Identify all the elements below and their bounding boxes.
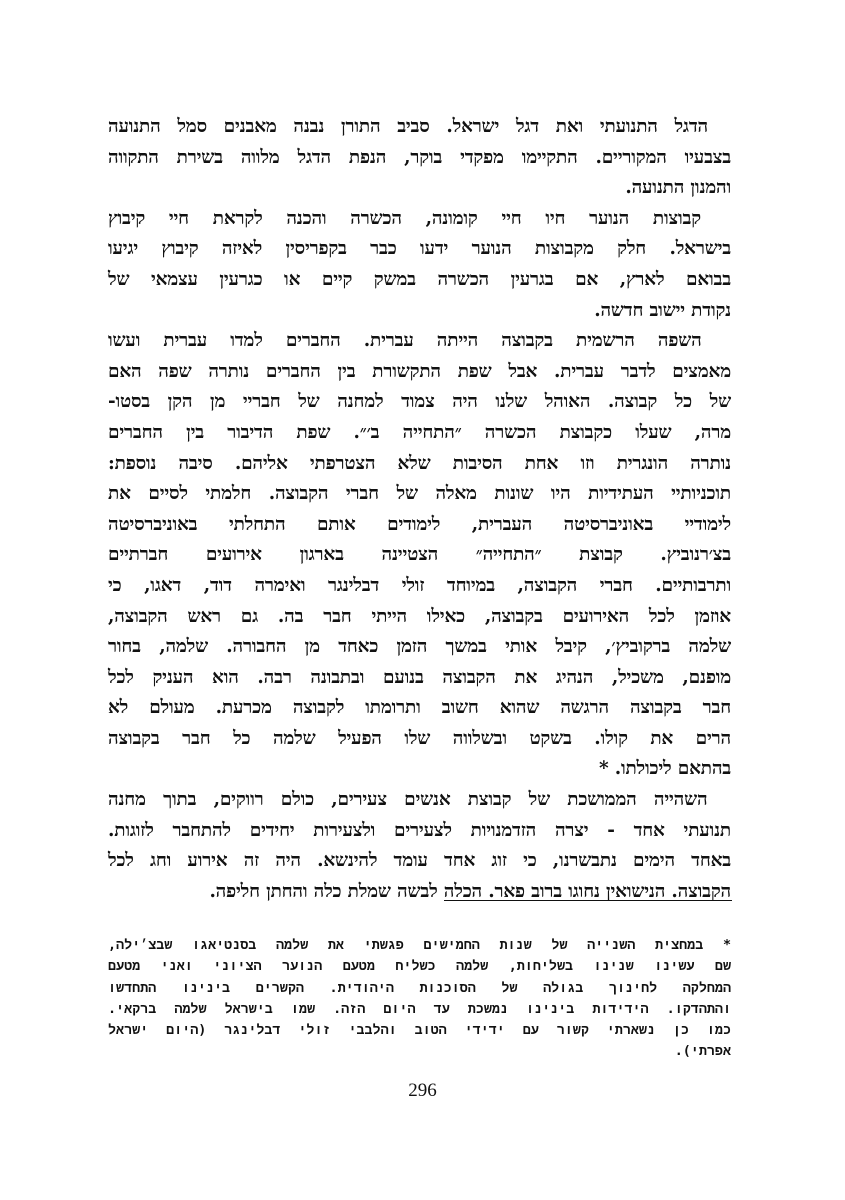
footnote-separator <box>444 900 732 901</box>
text-line: מופנם, משכיל, הנהיג את הקבוצה בנועם ובתבונה רבה. הוא העניק לכל <box>108 666 731 688</box>
text-line: הרים את קולו. בשקט ובשלווה שלו הפעיל שלמה כל חבר בקבוצה <box>108 727 731 749</box>
text-line: בישראל. חלק מקבוצות הנוער ידעו כבר בקפריסין לאיזה קיבוץ יגיעו <box>108 238 731 260</box>
paragraph <box>108 785 731 907</box>
text-line: בבואם לארץ, אם בגרעין הכשרה במשק קיים או כגרעין עצמאי של <box>108 268 731 290</box>
footnote-line: המחלקה לחינוך בגולה של הסוכנות היהודית. הקשרים בינינו התחדשו <box>108 980 731 996</box>
footnote-line: כמו כן נשארתי קשור עם ידידי הטוב והלבבי זולי דבלינגר (היום ישראל <box>108 1023 731 1039</box>
text-line: השהייה הממושכת של קבוצת אנשים צעירים, כולם רווקים, בתוך מחנה <box>108 789 731 811</box>
text-line: שלמה ברקוביץ׳, קיבל אותי במשך הזמן כאחד מן החבורה. שלמה, בחור <box>108 636 731 658</box>
text-line: באחד הימים נתבשרנו, כי זוג אחד עומד להינשא. היה זה אירוע וחג לכל <box>108 850 731 872</box>
paragraph <box>108 112 731 204</box>
text-line: נותרה הונגרית וזו אחת הסיבות שלא הצטרפתי אליהם. סיבה נוספת: <box>108 452 731 474</box>
text-line: והמנון התנועה. <box>625 177 731 199</box>
text-line: הדגל התנועתי ואת דגל ישראל. סביב התורן נבנה מאבנים סמל התנועה <box>108 116 731 137</box>
paragraph <box>108 326 731 785</box>
text-line: בהתאם ליכולתו. * <box>598 758 731 780</box>
footnote-line: אפרתי). <box>674 1044 731 1060</box>
text-line: ותרבותיים. חברי הקבוצה, במיוחד זולי דבלינגר ואימרה דוד, דאגו, כי <box>108 574 731 596</box>
text-line: של כל קבוצה. האוהל שלנו היה צמוד למחנה של חבריי מן הקן בסטו- <box>108 391 731 413</box>
text-line: נקודת יישוב חדשה. <box>594 299 731 321</box>
footnote-line: * במחצית השנייה של שנות החמישים פגשתי את שלמה בסנטיאגו שבצ׳ילה, <box>108 938 731 953</box>
main-text <box>108 112 731 907</box>
page-number: 296 <box>408 1080 437 1101</box>
text-line: קבוצות הנוער חיו חיי קומונה, הכשרה והכנה לקראת חיי קיבוץ <box>108 207 731 229</box>
paragraph <box>108 204 731 326</box>
text-line: חבר בקבוצה הרגשה שהוא חשוב ותרומתו לקבוצה מכרעת. מעולם לא <box>108 697 731 719</box>
text-line: בצ׳רנוביץ. קבוצת ״התחייה״ הצטיינה בארגון אירועים חברתיים <box>108 544 731 566</box>
text-line: אוזמן לכל האירועים בקבוצה, כאילו הייתי חבר בה. גם ראש הקבוצה, <box>108 605 731 627</box>
text-line: תוכניותיי העתידיות היו שונות מאלה של חברי הקבוצה. חלמתי לסיים את <box>108 483 731 505</box>
text-line: מרה, שעלו כקבוצת הכשרה ״התחייה ב׳״. שפת הדיבור בין החברים <box>108 421 731 443</box>
footnote-line: והתהדקו. הידידות בינינו נמשכת עד היום הזה. שמו בישראל שלמה ברקאי. <box>108 1001 731 1017</box>
text-line: מאמצים לדבר עברית. אבל שפת התקשורת בין החברים נותרה שפה האם <box>108 360 731 382</box>
footnote <box>108 935 731 1063</box>
text-line: הקבוצה. הנישואין נחוגו ברוב פאר. הכלה לבשה שמלת כלה והחתן חליפה. <box>209 880 731 902</box>
text-line: השפה הרשמית בקבוצה הייתה עברית. החברים למדו עברית ועשו <box>108 330 731 352</box>
footnote-line: שם עשינו שנינו בשליחות, שלמה כשליח מטעם הנוער הציוני ואני מטעם <box>108 959 731 975</box>
text-line: לימודיי באוניברסיטה העברית, לימודים אותם התחלתי באוניברסיטה <box>108 513 731 535</box>
text-line: בצבעיו המקוריים. התקיימו מפקדי בוקר, הנפת הדגל מלווה בשירת התקווה <box>108 146 731 168</box>
text-line: תנועתי אחד - יצרה הזדמנויות לצעירים ולצעירות יחידים להתחבר לזוגות. <box>108 819 731 841</box>
